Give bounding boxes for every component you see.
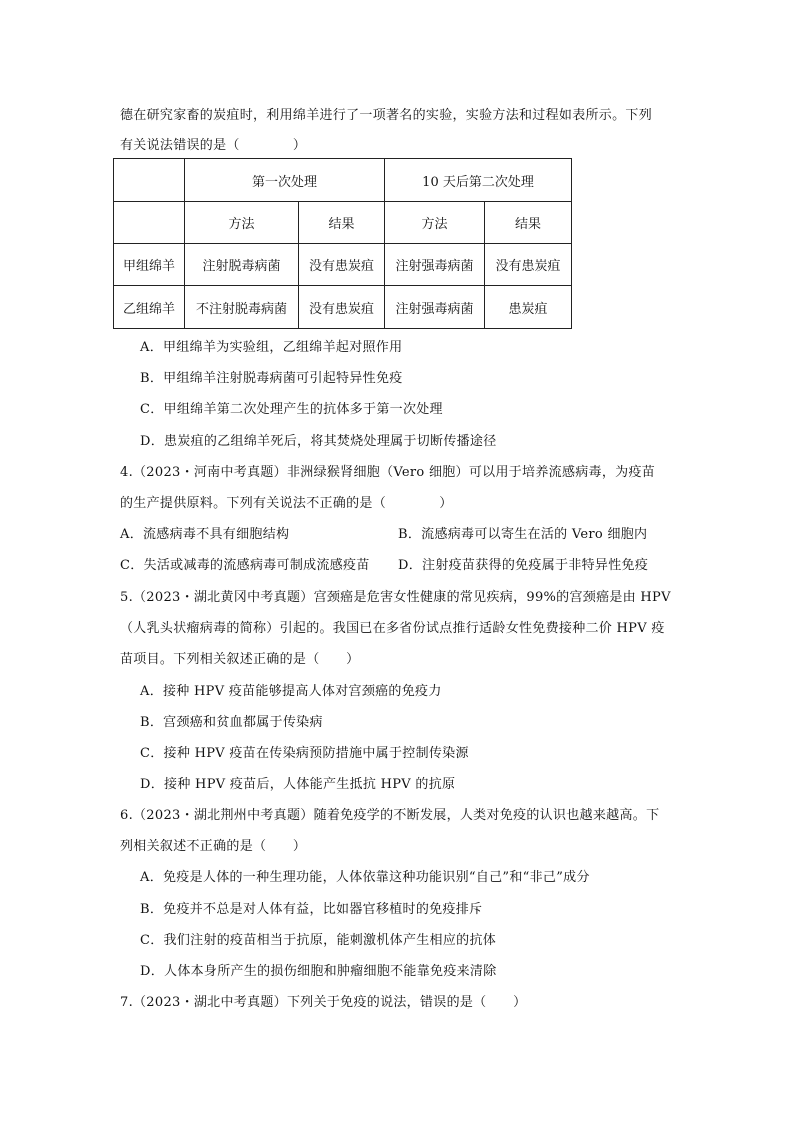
q6-option-b: B．免疫并不总是对人体有益，比如器官移植时的免疫排斥 — [140, 902, 483, 917]
table-cell-method-1: 不注射脱毒病菌 — [185, 286, 299, 329]
q4-option-c: C．失活或减毒的流感病毒可制成流感疫苗 — [120, 558, 370, 573]
table-header-row — [114, 159, 572, 202]
q3-option-d: D．患炭疽的乙组绵羊死后，将其焚烧处理属于切断传播途径 — [140, 434, 497, 449]
q5-option-a: A．接种 HPV 疫苗能够提高人体对宫颈癌的免疫力 — [140, 684, 442, 699]
table-corner-cell — [114, 159, 185, 202]
table-subheader-row — [114, 202, 572, 244]
q3-option-c: C．甲组绵羊第二次处理产生的抗体多于第一次处理 — [140, 402, 443, 417]
table-cell-group: 乙组绵羊 — [114, 286, 185, 329]
q4-option-b: B．流感病毒可以寄生在活的 Vero 细胞内 — [398, 527, 648, 542]
q6-stem-line1: 6.（2023・湖北荆州中考真题）随着免疫学的不断发展，人类对免疫的认识也越来越高。下 — [120, 808, 660, 823]
table-cell-result-2: 没有患炭疽 — [485, 244, 572, 286]
table-row — [114, 244, 572, 286]
table-cell-group: 甲组绵羊 — [114, 244, 185, 286]
table-header-second-treatment: 10 天后第二次处理 — [385, 159, 572, 202]
table-cell-result-1: 没有患炭疽 — [299, 286, 385, 329]
q5-option-d: D．接种 HPV 疫苗后，人体能产生抵抗 HPV 的抗原 — [140, 777, 456, 792]
q3-stem-line1: 德在研究家畜的炭疽时，利用绵羊进行了一项著名的实验，实验方法和过程如表所示。下列 — [120, 108, 653, 123]
table-subheader-method-1: 方法 — [185, 202, 299, 244]
table-cell-method-2: 注射强毒病菌 — [385, 244, 485, 286]
q3-option-b: B．甲组绵羊注射脱毒病菌可引起特异性免疫 — [140, 371, 403, 386]
q3-stem-line2: 有关说法错误的是（ ） — [120, 138, 307, 153]
table-subheader-result-1: 结果 — [299, 202, 385, 244]
table-cell-method-2: 注射强毒病菌 — [385, 286, 485, 329]
q7-stem-line1: 7.（2023・湖北中考真题）下列关于免疫的说法，错误的是（ ） — [120, 995, 527, 1010]
table-cell-method-1: 注射脱毒病菌 — [185, 244, 299, 286]
q6-stem-line2: 列相关叙述不正确的是（ ） — [120, 839, 307, 854]
q5-stem-line2: （人乳头状瘤病毒的简称）引起的。我国已在多省份试点推行适龄女性免费接种二价 HPV 疫 — [120, 621, 665, 636]
q3-option-a: A．甲组绵羊为实验组，乙组绵羊起对照作用 — [140, 340, 403, 355]
q6-option-a: A．免疫是人体的一种生理功能，人体依靠这种功能识别“自己”和“非己”成分 — [140, 870, 590, 885]
q5-stem-line3: 苗项目。下列相关叙述正确的是（ ） — [120, 652, 360, 667]
q4-stem-line1: 4.（2023・河南中考真题）非洲绿猴肾细胞（Vero 细胞）可以用于培养流感病毒，为疫苗 — [120, 465, 656, 480]
table-cell-result-2: 患炭疽 — [485, 286, 572, 329]
q5-option-c: C．接种 HPV 疫苗在传染病预防措施中属于控制传染源 — [140, 746, 469, 761]
q4-option-a: A．流感病毒不具有细胞结构 — [120, 527, 290, 542]
table-subheader-method-2: 方法 — [385, 202, 485, 244]
table-header-first-treatment: 第一次处理 — [185, 159, 385, 202]
table-subheader-result-2: 结果 — [485, 202, 572, 244]
q6-option-c: C．我们注射的疫苗相当于抗原，能刺激机体产生相应的抗体 — [140, 933, 497, 948]
table-cell-result-1: 没有患炭疽 — [299, 244, 385, 286]
q4-option-d: D．注射疫苗获得的免疫属于非特异性免疫 — [398, 558, 649, 573]
q5-stem-line1: 5.（2023・湖北黄冈中考真题）宫颈癌是危害女性健康的常见疾病，99%的宫颈癌是由 HPV — [120, 590, 671, 605]
table-row — [114, 286, 572, 329]
q4-stem-line2: 的生产提供原料。下列有关说法不正确的是（ ） — [120, 496, 453, 511]
experiment-table — [113, 158, 572, 329]
table-subheader-empty — [114, 202, 185, 244]
q5-option-b: B．宫颈癌和贫血都属于传染病 — [140, 715, 323, 730]
q6-option-d: D．人体本身所产生的损伤细胞和肿瘤细胞不能靠免疫来清除 — [140, 964, 497, 979]
